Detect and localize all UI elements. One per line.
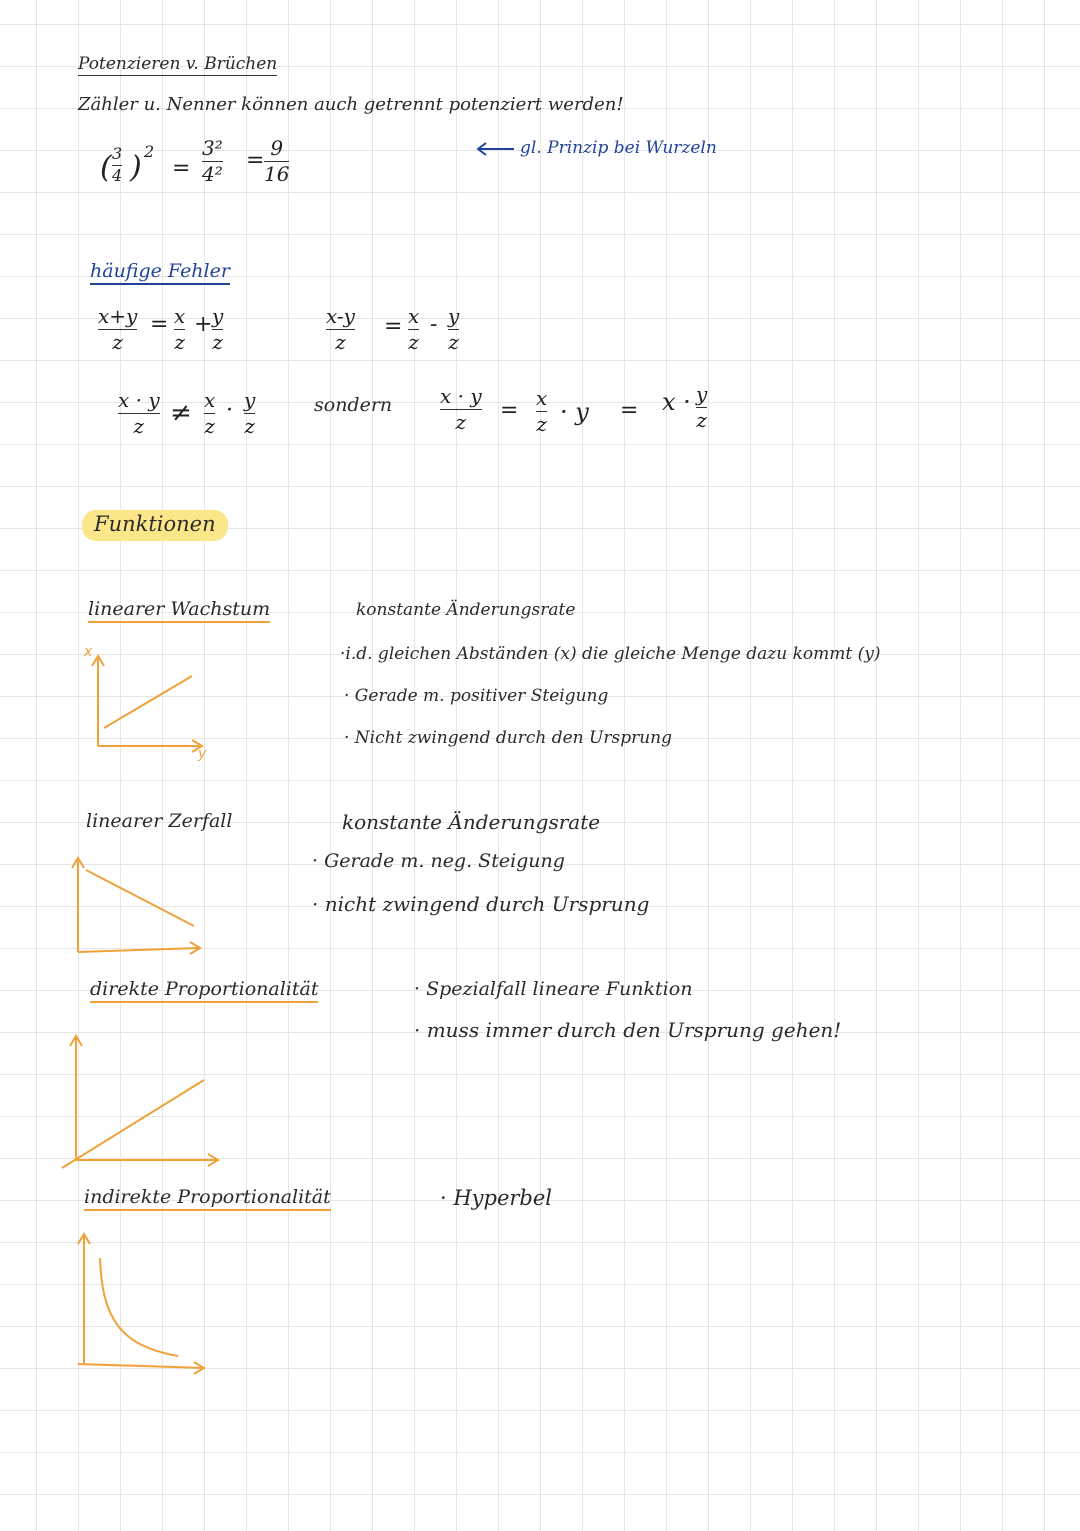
axis-x-label: x bbox=[84, 644, 93, 660]
horizontal-axis bbox=[78, 1364, 204, 1368]
notebook-page: Potenzieren v. Brüchen Zähler u. Nenner können auch getrennt potenziert werden! ( 3 4 ) 2 = 3² 4² = 9 16 gl. Prinzip bei Wurzeln häufige Fehler x+y z = x z + y z x-y z = x z - y z x · y z ≠ x z · y z sondern x · y z = x z · y = x · y z Funktionen linearer Wachstum x y konstante Änderungsrate ·i.d. gleichen Abständen (x) die gleiche Menge dazu kommt (y) · Gerade m. positiver Steigung · Nicht zwingend durch den Ursprung linearer Zerfall konstante Änderungsrate · Gerade m. neg. Steigung · nicht zwingend durch Ursprung direkte Proportionalität · Spezialfall lineare Funktion · muss immer durch den Ursprung gehen! indirekte Proportionalität · Hyperbel bbox=[0, 0, 1080, 1531]
note-linear-decay-2: · nicht zwingend durch Ursprung bbox=[312, 892, 650, 916]
note-linear-growth-1: ·i.d. gleichen Abständen (x) die gleiche Menge dazu kommt (y) bbox=[340, 644, 881, 664]
note-direct-proportionality-1: · muss immer durch den Ursprung gehen! bbox=[414, 1018, 842, 1042]
section-title-errors: häufige Fehler bbox=[90, 262, 230, 285]
direct-proportionality-graph bbox=[58, 1030, 228, 1170]
step-fraction: 3² 4² bbox=[202, 136, 223, 186]
note-direct-proportionality-0: · Spezialfall lineare Funktion bbox=[414, 978, 693, 1000]
axis-y-label: y bbox=[198, 746, 207, 762]
exponent: 2 bbox=[144, 142, 155, 161]
section-title-fractions: Potenzieren v. Brüchen bbox=[78, 54, 278, 74]
function-name-direct-proportionality: direkte Proportionalität bbox=[90, 980, 318, 1003]
horizontal-axis bbox=[78, 948, 200, 952]
note-linear-growth-3: · Nicht zwingend durch den Ursprung bbox=[344, 728, 672, 748]
note-linear-growth-0: konstante Änderungsrate bbox=[356, 600, 576, 620]
linear-decay-graph bbox=[66, 852, 216, 962]
result-fraction: 9 16 bbox=[264, 136, 290, 186]
section-title-functions: Funktionen bbox=[82, 510, 228, 541]
fraction-power-statement: Zähler u. Nenner können auch getrennt potenziert werden! bbox=[78, 94, 624, 115]
note-indirect-proportionality-0: · Hyperbel bbox=[440, 1186, 553, 1210]
function-name-indirect-proportionality: indirekte Proportionalität bbox=[84, 1188, 331, 1211]
root-principle-note: gl. Prinzip bei Wurzeln bbox=[520, 138, 717, 158]
note-linear-growth-2: · Gerade m. positiver Steigung bbox=[344, 686, 609, 706]
arrow-left-icon bbox=[476, 142, 516, 156]
function-name-linear-growth: linearer Wachstum bbox=[88, 600, 270, 623]
origin-line bbox=[62, 1080, 204, 1168]
function-name-linear-decay: linearer Zerfall bbox=[86, 810, 233, 832]
falling-line bbox=[86, 870, 194, 926]
base-fraction: 3 4 bbox=[112, 144, 123, 185]
note-linear-decay-1: · Gerade m. neg. Steigung bbox=[312, 850, 565, 872]
note-linear-decay-0: konstante Änderungsrate bbox=[342, 810, 601, 834]
linear-growth-graph bbox=[78, 640, 238, 760]
connector-sondern: sondern bbox=[314, 394, 393, 416]
indirect-proportionality-graph bbox=[70, 1228, 220, 1378]
hyperbola-curve bbox=[100, 1258, 178, 1356]
rising-line bbox=[104, 676, 192, 728]
